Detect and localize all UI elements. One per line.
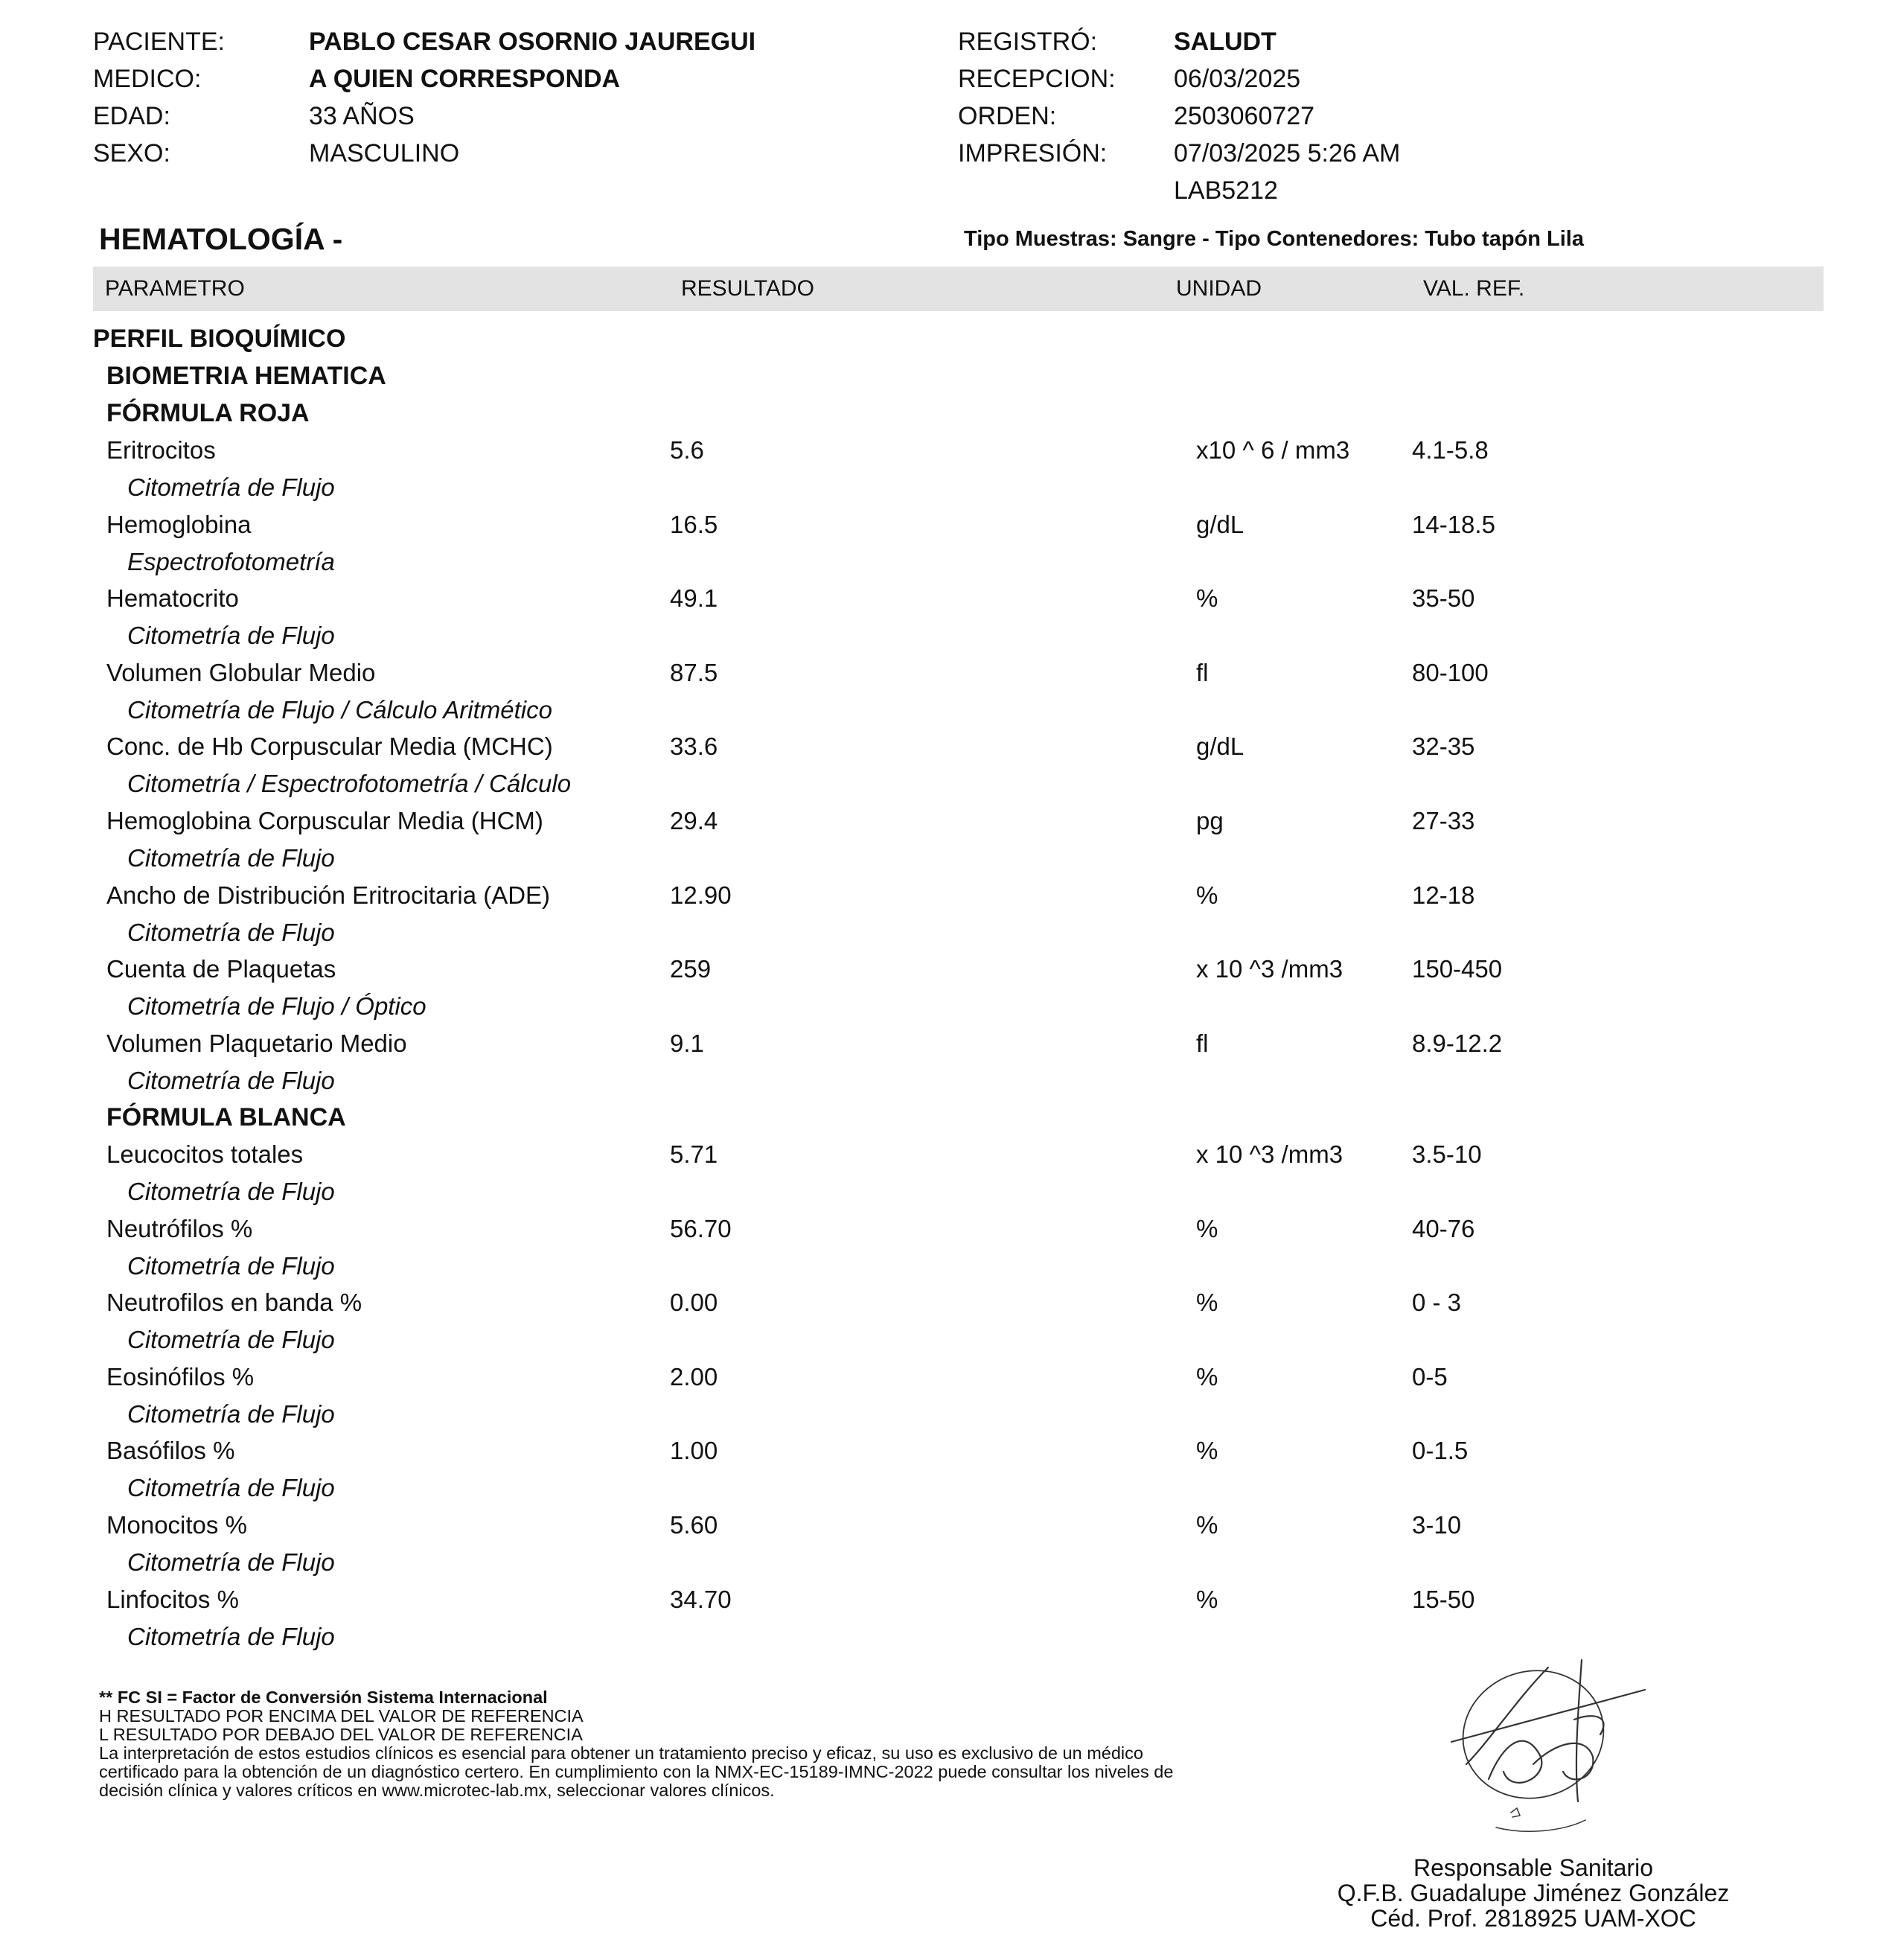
patient-label: PACIENTE:	[93, 28, 225, 56]
reference-range: 0-5	[1412, 1362, 1448, 1391]
method-label: Citometría de Flujo	[127, 1066, 335, 1094]
sample-info: Tipo Muestras: Sangre - Tipo Contenedores: Tubo tapón Lila	[964, 227, 1584, 251]
reference-range: 32-35	[1412, 732, 1475, 761]
column-resultado: RESULTADO	[681, 276, 814, 301]
parameter-name: Hemoglobina	[106, 510, 252, 538]
parameter-name: Volumen Globular Medio	[106, 658, 376, 686]
result-value: 56.70	[670, 1214, 732, 1242]
section-title: HEMATOLOGÍA -	[99, 222, 343, 256]
reference-range: 35-50	[1412, 584, 1475, 613]
doctor-label: MEDICO:	[93, 65, 202, 93]
parameter-name: Basófilos %	[106, 1437, 235, 1465]
print-label: IMPRESIÓN:	[958, 139, 1108, 167]
parameter-name: Linfocitos %	[106, 1585, 239, 1613]
method-label: Espectrofotometría	[127, 547, 335, 575]
parameter-name: Volumen Plaquetario Medio	[106, 1029, 407, 1057]
result-value: 49.1	[670, 584, 718, 613]
parameter-name: Neutrófilos %	[106, 1214, 253, 1242]
reference-range: 15-50	[1412, 1585, 1475, 1613]
method-label: Citometría de Flujo	[127, 1548, 335, 1576]
unit-value: g/dL	[1196, 732, 1244, 761]
reference-range: 12-18	[1412, 881, 1475, 909]
footer-notes	[99, 1688, 1260, 1800]
parameter-name: Cuenta de Plaquetas	[106, 955, 336, 983]
result-value: 29.4	[670, 807, 718, 834]
unit-value: pg	[1196, 807, 1224, 834]
method-label: Citometría de Flujo	[127, 1326, 335, 1354]
responsible-license: Céd. Prof. 2818925 UAM-XOC	[1370, 1905, 1696, 1932]
signature-image	[1422, 1653, 1667, 1839]
note-line: La interpretación de estos estudios clínicos es esencial para obtener un tratamiento preciso y eficaz, su uso es exclusivo de un médico	[99, 1743, 1143, 1763]
conversion-note: ** FC SI = Factor de Conversión Sistema Internacional	[99, 1688, 548, 1707]
result-value: 33.6	[670, 732, 718, 761]
result-value: 16.5	[670, 510, 718, 538]
result-value: 5.60	[670, 1511, 718, 1539]
reference-range: 80-100	[1412, 658, 1489, 686]
column-parametro: PARAMETRO	[105, 276, 245, 301]
parameter-name: Conc. de Hb Corpuscular Media (MCHC)	[106, 732, 553, 761]
doctor-name: A QUIEN CORRESPONDA	[309, 65, 621, 93]
order-number: 2503060727	[1174, 102, 1315, 130]
note-line: certificado para la obtención de un diagnóstico certero. En cumplimiento con la NMX-EC-15189-IMNC-2022 puede consultar los niveles de	[99, 1762, 1174, 1781]
parameter-name: Monocitos %	[106, 1511, 247, 1539]
responsible-title: Responsable Sanitario	[1413, 1854, 1653, 1881]
parameter-name: Neutrofilos en banda %	[106, 1289, 362, 1317]
method-label: Citometría de Flujo / Óptico	[127, 992, 426, 1021]
order-label: ORDEN:	[958, 102, 1057, 130]
result-value: 0.00	[670, 1289, 718, 1317]
parameter-name: Hematocrito	[106, 584, 239, 613]
parameter-name: Leucocitos totales	[106, 1140, 304, 1168]
lab-code: LAB5212	[1174, 176, 1278, 205]
age-value: 33 AÑOS	[309, 102, 415, 130]
reception-label: RECEPCION:	[958, 65, 1116, 93]
reference-range: 4.1-5.8	[1412, 436, 1489, 464]
result-value: 1.00	[670, 1437, 718, 1465]
note-line: decisión clínica y valores críticos en www.microtec-lab.mx, seleccionar valores clínicos.	[99, 1781, 775, 1800]
parameter-name: Eritrocitos	[106, 436, 216, 464]
patient-name: PABLO CESAR OSORNIO JAUREGUI	[309, 28, 756, 56]
result-value: 259	[670, 955, 712, 983]
print-datetime: 07/03/2025 5:26 AM	[1174, 139, 1401, 167]
method-label: Citometría / Espectrofotometría / Cálculo	[127, 770, 572, 798]
reference-range: 0 - 3	[1412, 1289, 1462, 1317]
result-value: 34.70	[670, 1585, 732, 1613]
parameter-name: Ancho de Distribución Eritrocitaria (ADE)	[106, 881, 551, 909]
reference-range: 0-1.5	[1412, 1437, 1469, 1465]
profile-heading: PERFIL BIOQUÍMICO	[93, 325, 346, 353]
parameter-name: Eosinófilos %	[106, 1362, 255, 1391]
result-value: 87.5	[670, 658, 718, 686]
method-label: Citometría de Flujo	[127, 1399, 335, 1428]
method-label: Citometría de Flujo	[127, 1474, 335, 1502]
result-value: 5.6	[670, 436, 704, 464]
result-value: 2.00	[670, 1362, 718, 1391]
note-line: L RESULTADO POR DEBAJO DEL VALOR DE REFERENCIA	[99, 1725, 583, 1744]
unit-value: g/dL	[1196, 510, 1244, 538]
result-value: 9.1	[670, 1029, 704, 1057]
unit-value: x 10 ^3 /mm3	[1196, 955, 1343, 983]
unit-value: fl	[1196, 1029, 1209, 1057]
unit-value: %	[1196, 1585, 1218, 1613]
method-label: Citometría de Flujo / Cálculo Aritmético	[127, 695, 552, 724]
sex-value: MASCULINO	[309, 139, 460, 167]
registered-by-value: SALUDT	[1174, 28, 1276, 56]
unit-value: x10 ^ 6 / mm3	[1196, 436, 1350, 464]
reference-range: 8.9-12.2	[1412, 1029, 1503, 1057]
reference-range: 14-18.5	[1412, 510, 1495, 538]
unit-value: x 10 ^3 /mm3	[1196, 1140, 1343, 1168]
unit-value: %	[1196, 1289, 1218, 1317]
result-value: 5.71	[670, 1140, 718, 1168]
method-label: Citometría de Flujo	[127, 1251, 335, 1280]
method-label: Citometría de Flujo	[127, 473, 335, 501]
result-value: 12.90	[670, 881, 732, 909]
column-unidad: UNIDAD	[1176, 276, 1262, 301]
method-label: Citometría de Flujo	[127, 1178, 335, 1205]
responsible-block	[1303, 1855, 1764, 1931]
method-label: Citometría de Flujo	[127, 622, 335, 650]
method-label: Citometría de Flujo	[127, 844, 335, 872]
unit-value: %	[1196, 881, 1218, 909]
parameter-name: Hemoglobina Corpuscular Media (HCM)	[106, 807, 543, 834]
reference-range: 150-450	[1412, 955, 1503, 983]
table-header	[93, 266, 1824, 311]
unit-value: %	[1196, 584, 1218, 613]
registered-by-label: REGISTRÓ:	[958, 28, 1098, 56]
white-formula-heading: FÓRMULA BLANCA	[106, 1103, 346, 1131]
note-line: H RESULTADO POR ENCIMA DEL VALOR DE REFERENCIA	[99, 1706, 584, 1726]
unit-value: %	[1196, 1437, 1218, 1465]
unit-value: %	[1196, 1511, 1218, 1539]
reference-range: 27-33	[1412, 807, 1475, 834]
unit-value: fl	[1196, 658, 1209, 686]
method-label: Citometría de Flujo	[127, 1622, 335, 1650]
age-label: EDAD:	[93, 102, 170, 130]
reference-range: 3.5-10	[1412, 1140, 1482, 1168]
unit-value: %	[1196, 1362, 1218, 1391]
responsible-name: Q.F.B. Guadalupe Jiménez González	[1337, 1880, 1730, 1906]
red-formula-heading: FÓRMULA ROJA	[106, 399, 310, 427]
unit-value: %	[1196, 1214, 1218, 1242]
method-label: Citometría de Flujo	[127, 918, 335, 946]
panel-heading: BIOMETRIA HEMATICA	[106, 362, 386, 390]
reference-range: 3-10	[1412, 1511, 1462, 1539]
reception-date: 06/03/2025	[1174, 65, 1301, 93]
sex-label: SEXO:	[93, 139, 170, 167]
column-val-ref: VAL. REF.	[1423, 276, 1525, 301]
reference-range: 40-76	[1412, 1214, 1475, 1242]
